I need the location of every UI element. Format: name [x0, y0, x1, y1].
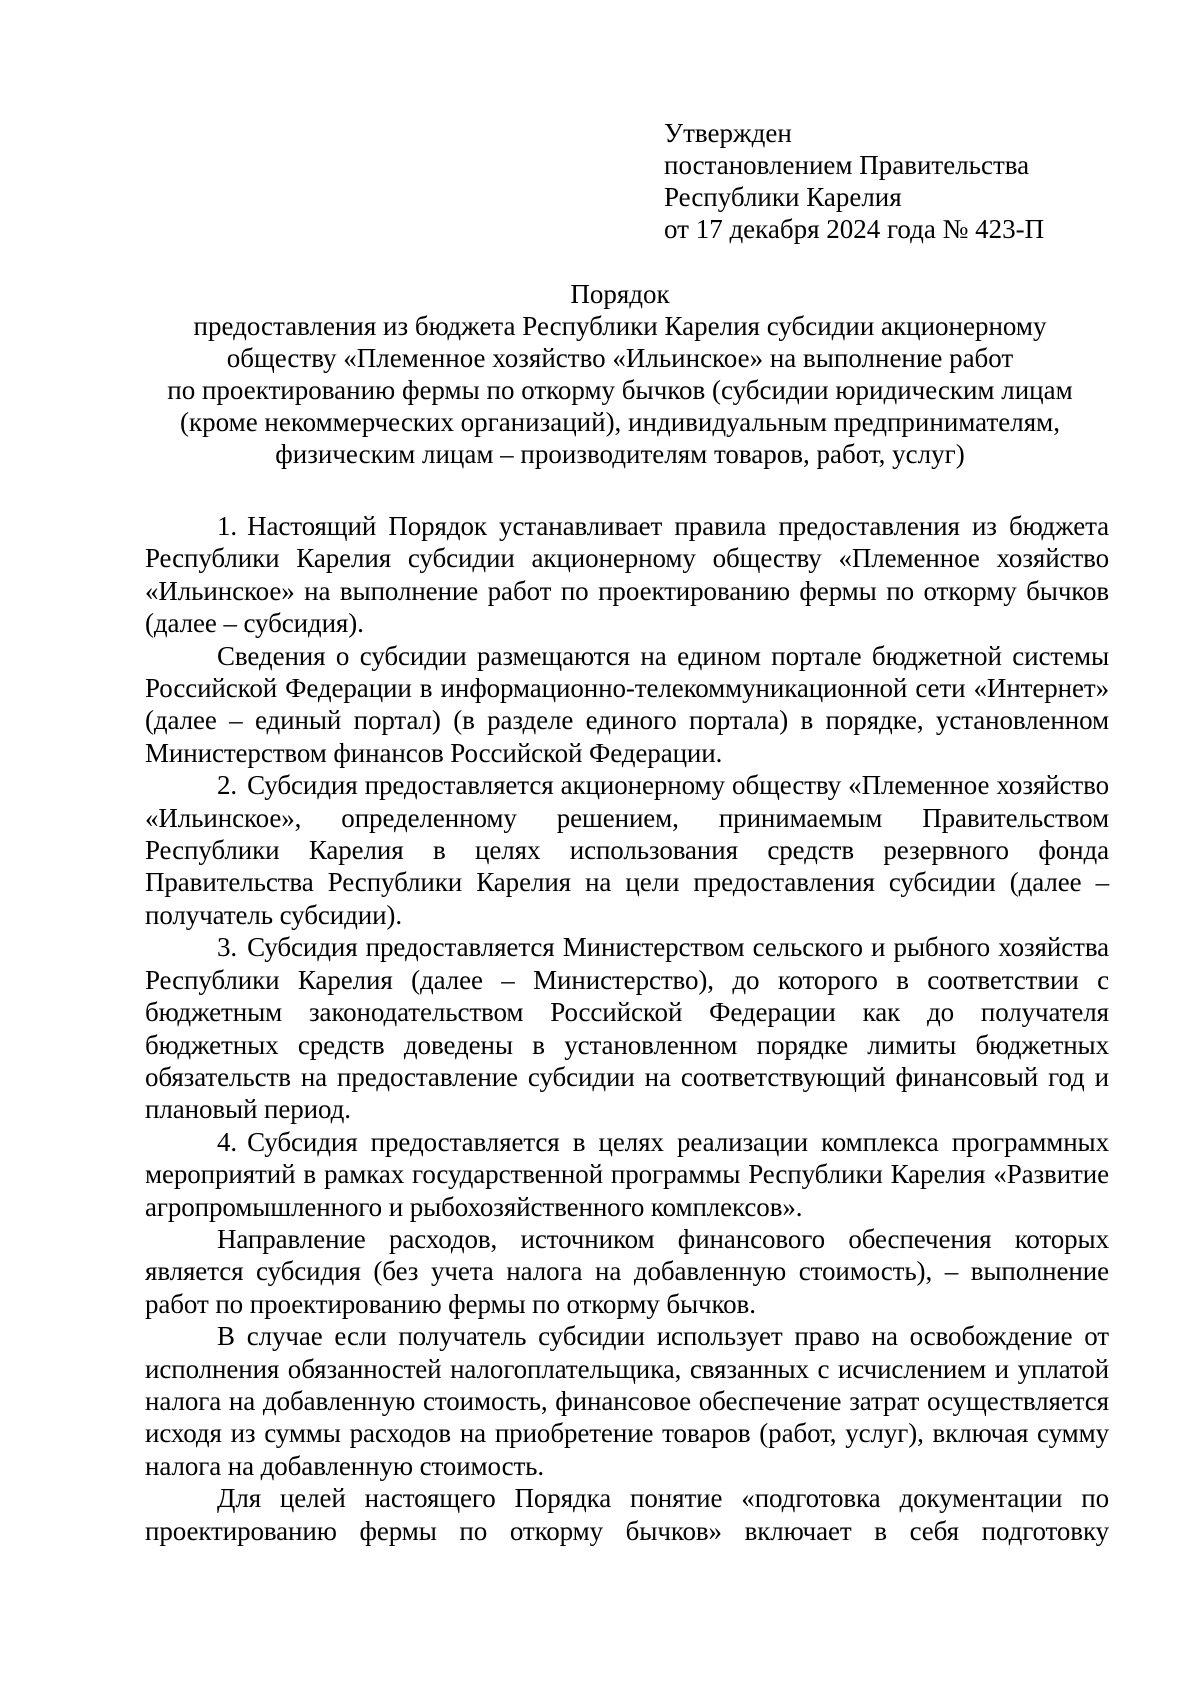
paragraph-1: [145, 510, 1109, 640]
paragraph-text: Настоящий Порядок устанавливает правила предоставления из бюджета Республики Карелия субсидии акционерному обществу «Племенное хозяйство «Ильинское» на выполнение работ по проектированию фермы по откорму бычков (далее – субсидия).: [145, 511, 1109, 639]
title-line: по проектированию фермы по откорму бычков (субсидии юридическим лицам: [167, 375, 1073, 405]
paragraph-number: 4.: [217, 1126, 238, 1157]
paragraph-4: [145, 1126, 1109, 1223]
approval-line: Республики Карелия: [664, 182, 902, 212]
paragraph-text: Направление расходов, источником финансового обеспечения которых является субсидия (без учета налога на добавленную стоимость), – выполнение работ по проектированию фермы по откорму бычков.: [145, 1223, 1109, 1319]
paragraph-text: Субсидия предоставляется акционерному обществу «Племенное хозяйство «Ильинское», определенному решением, принимаемым Правительством Республики Карелия в целях использования средств резервного фонда Правительства Республики Карелия на цели предоставления субсидии (далее – получатель субсидии).: [145, 770, 1109, 930]
approval-stamp-block: [664, 117, 1114, 245]
paragraph-expense-direction: [145, 1223, 1109, 1320]
paragraph-number: 1.: [217, 511, 238, 541]
approval-line: Утвержден: [664, 118, 792, 148]
paragraph-number: 2.: [217, 770, 238, 801]
document-body: [145, 510, 1109, 1547]
title-line: обществу «Племенное хозяйство «Ильинское» на выполнение работ: [226, 343, 1014, 373]
title-line: физическим лицам – производителям товаров, работ, услуг): [275, 439, 965, 469]
title-line: (кроме некоммерческих организаций), индивидуальным предпринимателям,: [180, 407, 1060, 437]
title-line: предоставления из бюджета Республики Карелия субсидии акционерному: [193, 311, 1047, 341]
paragraph-2: [145, 769, 1109, 931]
paragraph-number: 3.: [217, 932, 238, 963]
paragraph-text: Субсидия предоставляется Министерством сельского и рыбного хозяйства Республики Карелия (далее – Министерство), до которого в соответствии с бюджетным законодательством Российской Федерации как до получателя бюджетных средств доведены в установленном порядке лимиты бюджетных обязательств на предоставление субсидии на соответствующий финансовый год и плановый период.: [145, 932, 1109, 1125]
paragraph-portal-info: [145, 640, 1109, 770]
paragraph-3: [145, 931, 1109, 1125]
paragraph-text: Субсидия предоставляется в целях реализации комплекса программных мероприятий в рамках государственной программы Республики Карелия «Развитие агропромышленного и рыбохозяйственного комплексов».: [145, 1126, 1109, 1222]
paragraph-text: Для целей настоящего Порядка понятие «подготовка документации по проектированию фермы по откорму бычков» включает в себя подготовку: [145, 1483, 1109, 1546]
paragraph-vat-exemption: [145, 1320, 1109, 1482]
approval-line: постановлением Правительства: [664, 150, 1030, 180]
paragraph-text: В случае если получатель субсидии использует право на освобождение от исполнения обязанностей налогоплательщика, связанных с исчислением и уплатой налога на добавленную стоимость, финансовое обеспечение затрат осуществляется исходя из суммы расходов на приобретение товаров (работ, услуг), включая сумму налога на добавленную стоимость.: [145, 1321, 1109, 1481]
paragraph-definition: [145, 1482, 1109, 1547]
document-title-block: [130, 278, 1110, 470]
paragraph-text: Сведения о субсидии размещаются на едином портале бюджетной системы Российской Федерации в информационно-телекоммуникационной сети «Интернет» (далее – единый портал) (в разделе единого портала) в порядке, установленном Министерством финансов Российской Федерации.: [145, 640, 1109, 768]
approval-date-line: от 17 декабря 2024 года № 423-П: [664, 214, 1045, 244]
document-heading: Порядок: [570, 279, 670, 309]
